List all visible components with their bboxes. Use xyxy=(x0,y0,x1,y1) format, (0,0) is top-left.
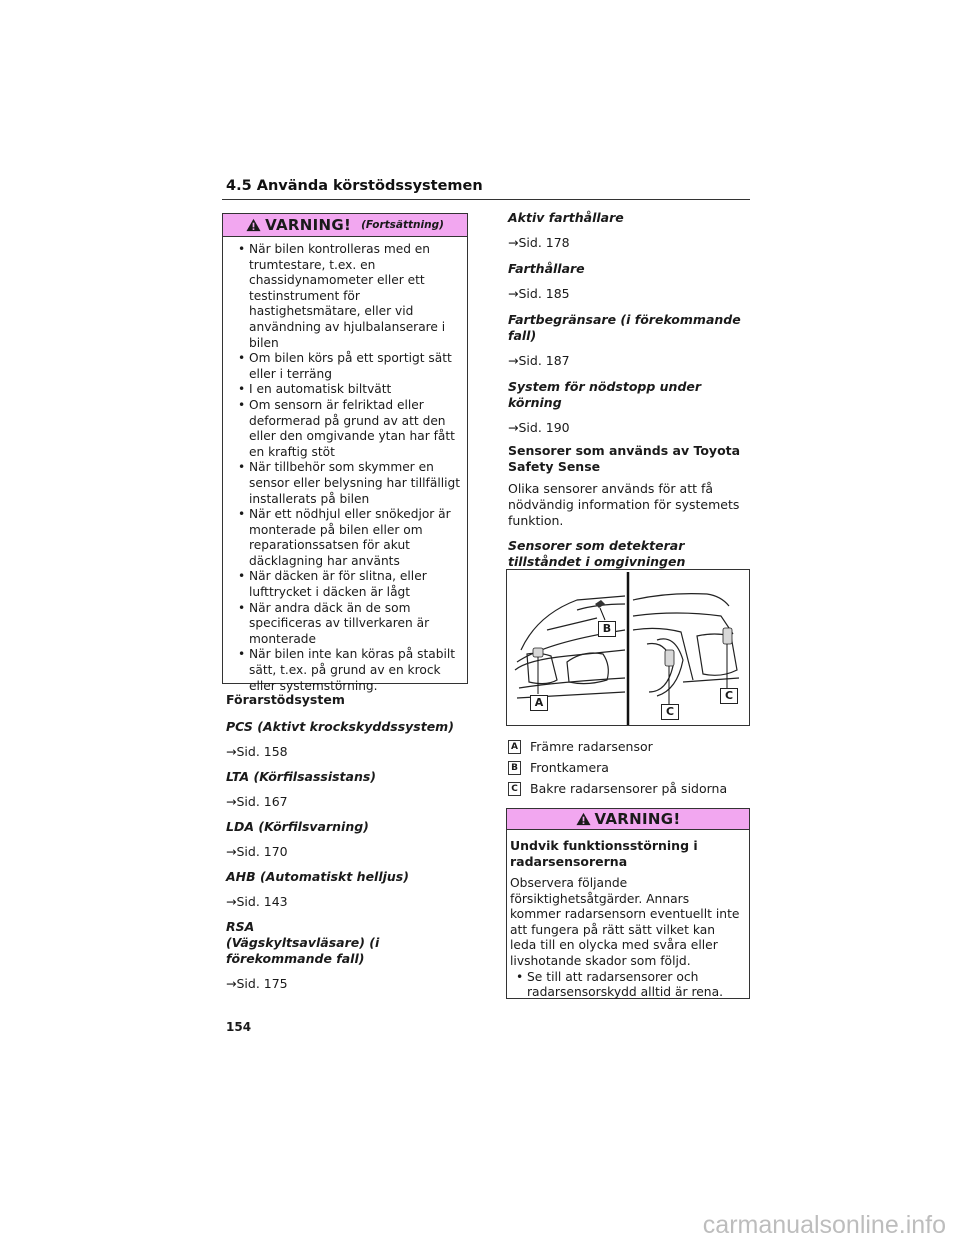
figure-legend xyxy=(508,736,750,799)
page-number: 154 xyxy=(226,1020,252,1034)
page-reference-link[interactable]: →Sid. 185 xyxy=(508,286,570,301)
warning-box xyxy=(506,808,750,999)
legend-text: Bakre radarsensorer på sidorna xyxy=(530,781,728,796)
legend-row xyxy=(508,778,750,799)
warning-text: Observera följande försiktighetsåtgärder. Annars kommer radarsensorn eventuellt inte att fungera på rätt sätt vilket kan leda till en olycka med svåra eller livshotande skador som följd. xyxy=(510,876,740,968)
list-item: • När tillbehör som skymmer en sensor eller belysning har tillfälligt installerats på bilen xyxy=(231,460,461,507)
page-reference-link[interactable]: →Sid. 143 xyxy=(226,894,288,909)
page-reference-link[interactable]: →Sid. 178 xyxy=(508,235,570,250)
list-item: • Se till att radarsensorer och radarsensorskydd alltid är rena. xyxy=(513,970,743,1001)
warning-heading: Undvik funktionsstörning i radarsensorerna xyxy=(510,838,698,869)
list-item: • När andra däck än de som specificeras av tillverkaren är monterade xyxy=(231,601,461,648)
warning-header xyxy=(223,214,467,237)
legend-key: C xyxy=(508,782,521,796)
page-reference-link[interactable]: →Sid. 190 xyxy=(508,420,570,435)
warning-triangle-icon xyxy=(246,218,261,232)
warning-list xyxy=(223,237,467,694)
warning-label: VARNING! xyxy=(594,810,681,828)
item-title: PCS (Aktivt krockskyddssystem) xyxy=(226,719,454,734)
list-item: • Om sensorn är felriktad eller deformerad på grund av att den eller den omgivande ytan har fått en kraftig stöt xyxy=(231,398,461,460)
item-title: Fartbegränsare (i förekommande fall) xyxy=(508,312,741,343)
figure-label-c: C xyxy=(720,688,738,704)
figure-label-a: A xyxy=(530,695,548,711)
sensor-heading: Sensorer som används av Toyota Safety Sense xyxy=(508,443,741,474)
item-title: Farthållare xyxy=(508,261,585,276)
page-reference-link[interactable]: →Sid. 167 xyxy=(226,794,288,809)
page-reference-link[interactable]: →Sid. 187 xyxy=(508,353,570,368)
list-item: • I en automatisk biltvätt xyxy=(231,382,461,398)
list-item: • När däcken är för slitna, eller lufttrycket i däcken är lågt xyxy=(231,569,461,600)
warning-triangle-icon xyxy=(576,812,591,826)
legend-key: B xyxy=(508,761,521,775)
legend-row xyxy=(508,736,750,757)
warning-label: VARNING! xyxy=(265,216,352,234)
item-title: LDA (Körfilsvarning) xyxy=(226,819,369,834)
list-item: • När bilen kontrolleras med en trumtestare, t.ex. en chassidynamometer eller ett testinstrument för hastighetsmätare, eller vid användning av hjulbalanserare i bilen xyxy=(231,242,461,351)
item-title: AHB (Automatiskt helljus) xyxy=(226,869,409,884)
right-column xyxy=(508,210,750,570)
page-reference-link[interactable]: →Sid. 158 xyxy=(226,744,288,759)
header-divider xyxy=(222,199,750,200)
legend-text: Frontkamera xyxy=(530,760,609,775)
warning-box-continued xyxy=(222,213,468,693)
list-item: • När ett nödhjul eller snökedjor är monterade på bilen eller om reparationssatsen för akut däcklagning har använts xyxy=(231,507,461,569)
legend-row xyxy=(508,757,750,778)
legend-text: Främre radarsensor xyxy=(530,739,653,754)
sensor-subheading: Sensorer som detekterar tillståndet i omgivningen xyxy=(508,538,686,569)
list-item: • Om bilen körs på ett sportigt sätt eller i terräng xyxy=(231,351,461,382)
figure-label-b: B xyxy=(598,621,616,637)
section-header: 4.5 Använda körstödssystemen xyxy=(226,178,483,194)
figure-label-c: C xyxy=(661,704,679,720)
warning-header xyxy=(507,809,749,830)
warning-continued-label: (Fortsättning) xyxy=(361,219,444,231)
item-title: LTA (Körfilsassistans) xyxy=(226,769,377,784)
watermark: carmanualsonline.info xyxy=(702,1211,946,1239)
section-title: Förarstödsystem xyxy=(226,692,345,707)
page-reference-link[interactable]: →Sid. 170 xyxy=(226,844,288,859)
item-title: System för nödstopp under körning xyxy=(508,379,702,410)
left-column xyxy=(226,692,466,991)
list-item: • När bilen inte kan köras på stabilt sätt, t.ex. på grund av en krock eller systemstörning. xyxy=(231,647,461,694)
legend-key: A xyxy=(508,740,521,754)
page-reference-link[interactable]: →Sid. 175 xyxy=(226,976,288,991)
sensor-description: Olika sensorer används för att få nödvändig information för systemets funktion. xyxy=(508,481,740,528)
item-title: Aktiv farthållare xyxy=(508,210,624,225)
item-title: RSA (Vägskyltsavläsare) (i förekommande fall) xyxy=(226,919,380,966)
sensor-location-figure xyxy=(506,569,750,726)
warning-list xyxy=(510,970,743,1001)
